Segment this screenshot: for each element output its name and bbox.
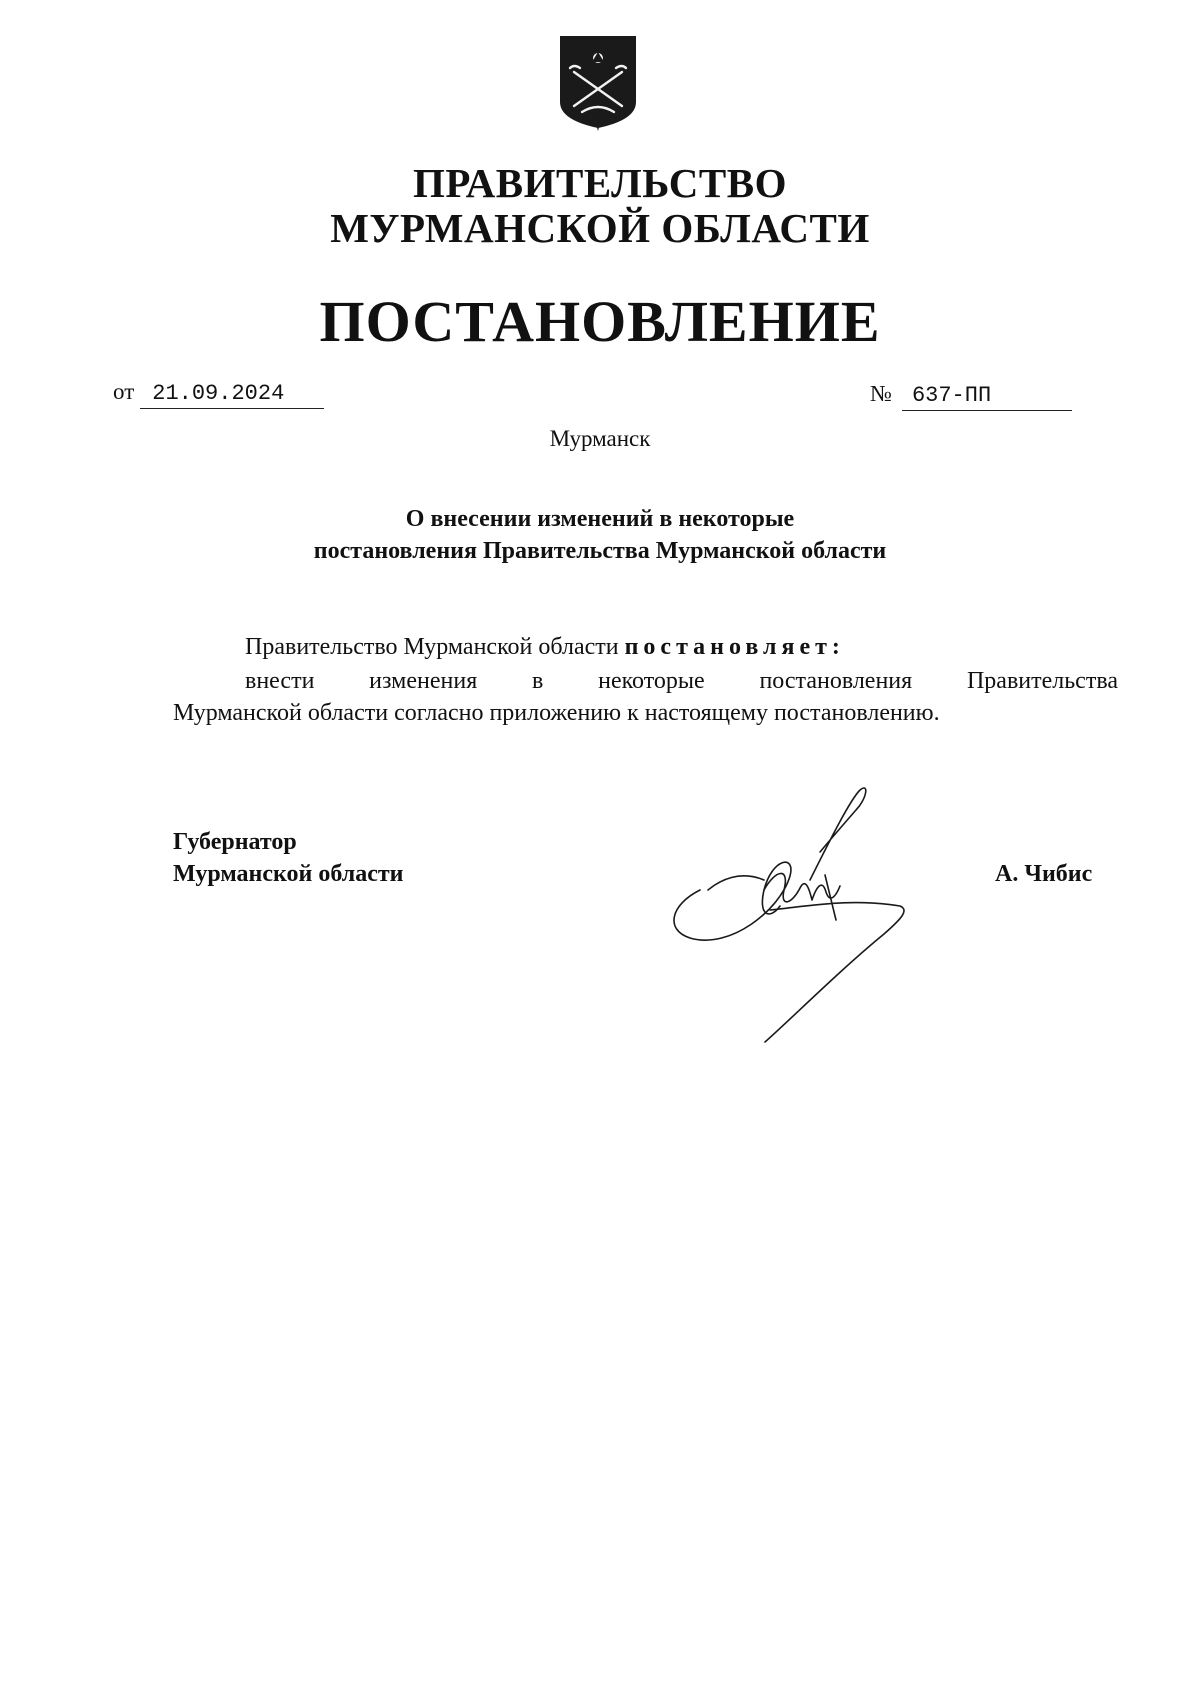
number-value: 637-ПП	[902, 382, 1072, 411]
decree-lead: Правительство Мурманской области	[245, 634, 619, 660]
document-subject	[0, 503, 1200, 567]
decree-body-line1: внести изменения в некоторые постановления Правительства	[245, 668, 1118, 694]
handwritten-signature-icon	[660, 780, 920, 1050]
date-value: 21.09.2024	[140, 380, 324, 409]
decree-verb: постановляет:	[624, 634, 845, 660]
decree-body-line2: Мурманской области согласно приложению к настоящему постановлению.	[173, 700, 940, 726]
signer-title-line2: Мурманской области	[173, 861, 404, 887]
decree-paragraph	[173, 631, 1118, 663]
date-prefix: от	[113, 379, 135, 404]
subject-line1: О внесении изменений в некоторые	[405, 506, 795, 532]
city: Мурманск	[549, 426, 651, 451]
signer-title-line1: Губернатор	[173, 829, 297, 855]
document-type: ПОСТАНОВЛЕНИЕ	[319, 289, 881, 354]
signer-name: А. Чибис	[995, 861, 1093, 887]
government-name-line1: ПРАВИТЕЛЬСТВО	[412, 160, 788, 206]
decree-body	[173, 665, 1118, 729]
signer-title	[173, 826, 403, 890]
coat-of-arms-icon	[556, 32, 640, 132]
document-number	[870, 380, 1072, 411]
document-date	[113, 378, 324, 409]
subject-line2: постановления Правительства Мурманской области	[313, 538, 887, 564]
government-name-line2: МУРМАНСКОЙ ОБЛАСТИ	[330, 205, 870, 251]
number-prefix: №	[870, 381, 892, 406]
